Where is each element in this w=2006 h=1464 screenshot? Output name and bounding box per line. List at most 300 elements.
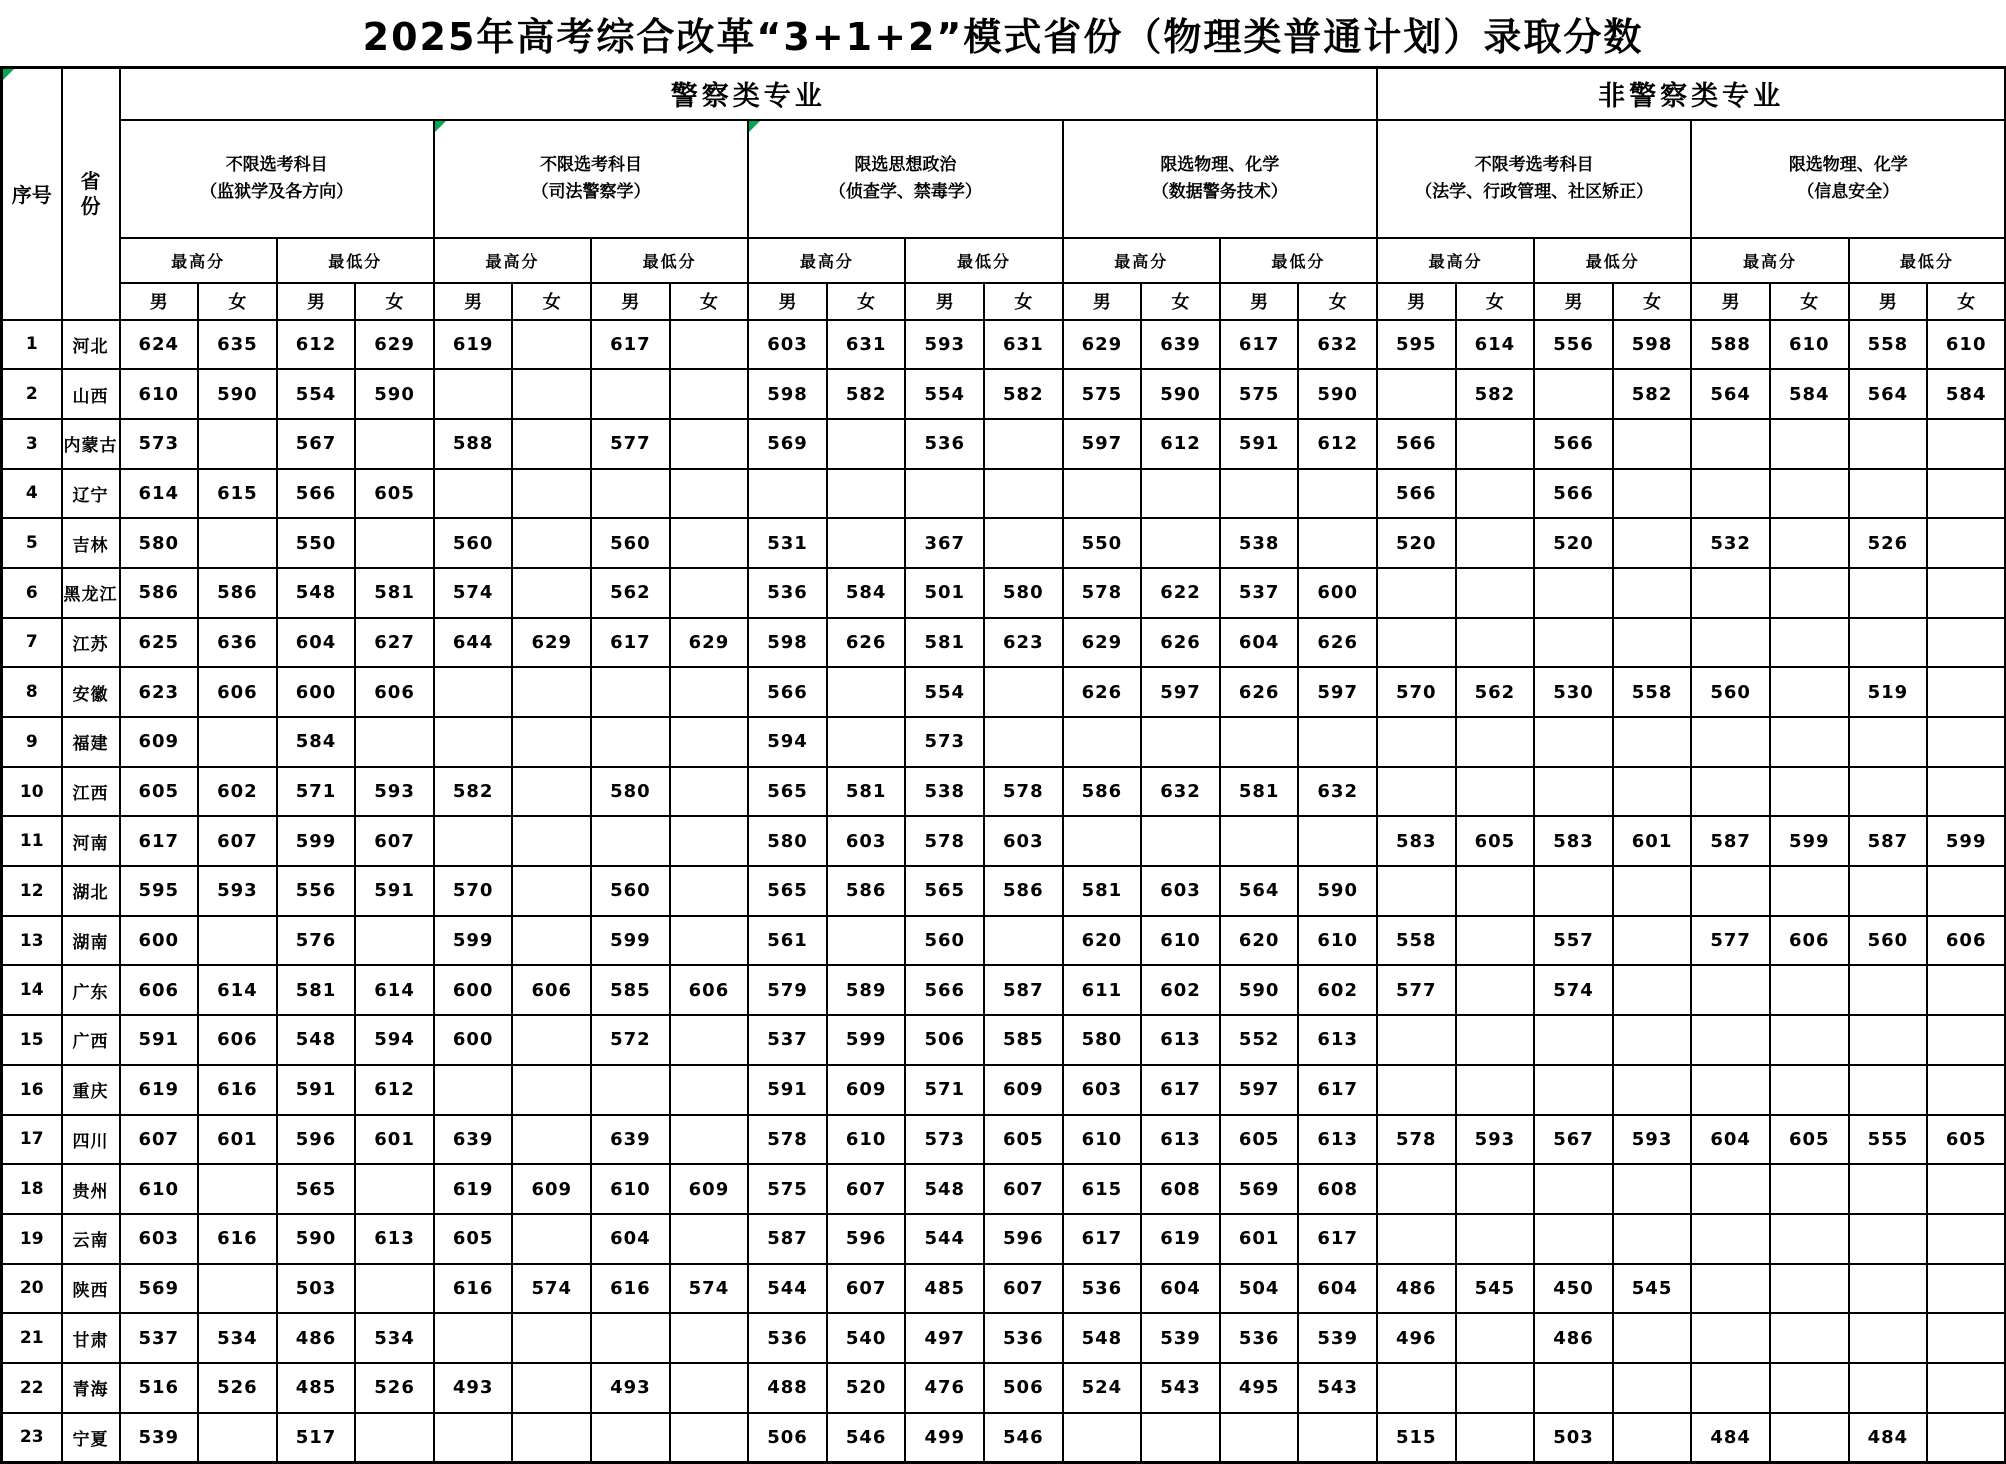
score-cell	[512, 1115, 591, 1165]
row-number: 5	[2, 518, 62, 568]
score-cell: 569	[1220, 1164, 1299, 1214]
table-row	[2, 1164, 2006, 1214]
score-cell: 581	[905, 618, 984, 668]
male-column-header: 男	[1691, 283, 1770, 320]
table-row	[2, 767, 2006, 817]
score-cell	[512, 1214, 591, 1264]
score-cell: 516	[120, 1363, 199, 1413]
province-name: 湖北	[62, 866, 120, 916]
score-cell: 591	[120, 1015, 199, 1065]
score-cell: 548	[1063, 1313, 1142, 1363]
score-cell: 567	[1534, 1115, 1613, 1165]
score-cell: 588	[1691, 320, 1770, 370]
score-cell	[1534, 568, 1613, 618]
score-cell: 607	[827, 1264, 906, 1314]
province-name: 辽宁	[62, 469, 120, 519]
score-cell	[1927, 1413, 2006, 1463]
min-score-header: 最低分	[1849, 238, 2006, 283]
score-cell: 590	[355, 369, 434, 419]
score-cell	[1770, 518, 1849, 568]
score-cell: 580	[748, 816, 827, 866]
score-cell: 562	[591, 568, 670, 618]
subgroup-header-judicial-police: 不限选考科目 （司法警察学）	[434, 120, 748, 238]
score-cell: 644	[434, 618, 513, 668]
score-cell	[1849, 419, 1928, 469]
score-cell: 617	[1298, 1065, 1377, 1115]
row-number: 19	[2, 1214, 62, 1264]
score-cell	[670, 717, 749, 767]
score-cell: 562	[1456, 667, 1535, 717]
score-cell: 367	[905, 518, 984, 568]
score-cell: 520	[1377, 518, 1456, 568]
score-cell: 629	[1063, 320, 1142, 370]
score-cell: 515	[1377, 1413, 1456, 1463]
score-cell: 603	[120, 1214, 199, 1264]
score-cell: 610	[591, 1164, 670, 1214]
score-cell	[1691, 469, 1770, 519]
score-cell: 537	[748, 1015, 827, 1065]
score-cell: 580	[1063, 1015, 1142, 1065]
score-cell: 589	[827, 965, 906, 1015]
province-name: 四川	[62, 1115, 120, 1165]
score-cell: 543	[1141, 1363, 1220, 1413]
score-cell	[1298, 717, 1377, 767]
score-cell	[1063, 816, 1142, 866]
score-cell: 598	[748, 369, 827, 419]
score-cell: 606	[512, 965, 591, 1015]
score-cell	[1534, 1164, 1613, 1214]
row-number: 10	[2, 767, 62, 817]
score-cell	[355, 1413, 434, 1463]
score-cell	[1534, 1065, 1613, 1115]
score-cell	[512, 1413, 591, 1463]
score-cell	[670, 1065, 749, 1115]
table-row	[2, 866, 2006, 916]
score-cell	[1849, 965, 1928, 1015]
score-cell: 578	[748, 1115, 827, 1165]
score-cell	[1613, 469, 1692, 519]
score-cell: 591	[355, 866, 434, 916]
min-score-header: 最低分	[905, 238, 1062, 283]
score-cell	[1377, 866, 1456, 916]
score-cell: 619	[120, 1065, 199, 1115]
score-cell	[1456, 419, 1535, 469]
score-cell	[198, 717, 277, 767]
score-cell: 597	[1220, 1065, 1299, 1115]
row-number: 22	[2, 1363, 62, 1413]
score-cell	[1691, 965, 1770, 1015]
score-cell	[1377, 717, 1456, 767]
score-cell	[1220, 717, 1299, 767]
score-cell: 531	[748, 518, 827, 568]
score-cell: 539	[1298, 1313, 1377, 1363]
score-cell: 539	[1141, 1313, 1220, 1363]
score-cell: 573	[905, 717, 984, 767]
row-number: 2	[2, 369, 62, 419]
score-cell	[198, 419, 277, 469]
score-cell: 565	[748, 866, 827, 916]
score-cell	[670, 568, 749, 618]
province-name: 安徽	[62, 667, 120, 717]
score-cell	[1456, 568, 1535, 618]
score-cell: 593	[1456, 1115, 1535, 1165]
score-cell: 543	[1298, 1363, 1377, 1413]
table-row	[2, 717, 2006, 767]
score-cell: 485	[277, 1363, 356, 1413]
score-cell	[1141, 518, 1220, 568]
score-cell	[512, 518, 591, 568]
score-cell: 575	[1063, 369, 1142, 419]
score-cell	[512, 866, 591, 916]
score-cell: 526	[1849, 518, 1928, 568]
score-cell	[1770, 965, 1849, 1015]
male-column-header: 男	[591, 283, 670, 320]
score-cell	[1220, 816, 1299, 866]
score-cell: 617	[591, 618, 670, 668]
score-cell	[1849, 1065, 1928, 1115]
male-column-header: 男	[434, 283, 513, 320]
score-cell: 617	[120, 816, 199, 866]
score-cell: 450	[1534, 1264, 1613, 1314]
score-cell: 581	[827, 767, 906, 817]
score-cell: 610	[1141, 916, 1220, 966]
score-cell: 627	[355, 618, 434, 668]
score-cell: 614	[355, 965, 434, 1015]
score-cell: 612	[277, 320, 356, 370]
score-cell	[1298, 1413, 1377, 1463]
score-cell	[434, 1413, 513, 1463]
score-cell: 538	[1220, 518, 1299, 568]
score-cell	[1220, 1413, 1299, 1463]
score-cell: 597	[1298, 667, 1377, 717]
score-cell: 587	[748, 1214, 827, 1264]
excel-flag-icon	[435, 121, 446, 132]
score-cell: 632	[1298, 320, 1377, 370]
province-name: 内蒙古	[62, 419, 120, 469]
score-cell: 545	[1456, 1264, 1535, 1314]
score-cell	[1849, 1363, 1928, 1413]
score-cell: 572	[591, 1015, 670, 1065]
score-cell: 596	[984, 1214, 1063, 1264]
score-cell	[1691, 1313, 1770, 1363]
score-cell: 578	[905, 816, 984, 866]
score-cell: 622	[1141, 568, 1220, 618]
score-cell	[827, 518, 906, 568]
score-cell	[1613, 518, 1692, 568]
score-cell: 560	[905, 916, 984, 966]
score-cell: 607	[984, 1164, 1063, 1214]
row-number: 11	[2, 816, 62, 866]
score-cell: 581	[355, 568, 434, 618]
female-column-header: 女	[1298, 283, 1377, 320]
table-row	[2, 369, 2006, 419]
score-cell	[1141, 469, 1220, 519]
table-row	[2, 667, 2006, 717]
score-cell	[1691, 1214, 1770, 1264]
score-cell: 526	[198, 1363, 277, 1413]
score-cell	[1613, 866, 1692, 916]
score-cell: 636	[198, 618, 277, 668]
score-cell: 486	[1377, 1264, 1456, 1314]
score-cell	[670, 1313, 749, 1363]
score-cell	[591, 1413, 670, 1463]
province-name: 重庆	[62, 1065, 120, 1115]
score-cell: 606	[198, 667, 277, 717]
score-cell: 582	[434, 767, 513, 817]
score-cell	[1849, 568, 1928, 618]
score-cell: 493	[591, 1363, 670, 1413]
row-number: 12	[2, 866, 62, 916]
score-cell: 602	[1141, 965, 1220, 1015]
score-cell: 564	[1220, 866, 1299, 916]
column-header-index: 序号	[2, 68, 62, 320]
score-cell: 503	[1534, 1413, 1613, 1463]
score-cell	[1927, 767, 2006, 817]
score-cell	[1927, 717, 2006, 767]
score-cell	[670, 667, 749, 717]
score-cell: 526	[355, 1363, 434, 1413]
row-number: 20	[2, 1264, 62, 1314]
score-cell: 484	[1849, 1413, 1928, 1463]
score-cell: 593	[198, 866, 277, 916]
score-cell: 604	[1298, 1264, 1377, 1314]
score-cell	[984, 717, 1063, 767]
province-name: 湖南	[62, 916, 120, 966]
score-cell: 591	[1220, 419, 1299, 469]
score-cell: 564	[1849, 369, 1928, 419]
score-cell	[1927, 618, 2006, 668]
score-cell	[512, 667, 591, 717]
score-cell: 556	[277, 866, 356, 916]
min-score-header: 最低分	[277, 238, 434, 283]
score-cell: 613	[1141, 1115, 1220, 1165]
score-cell: 596	[277, 1115, 356, 1165]
score-cell	[1927, 1313, 2006, 1363]
province-name: 江西	[62, 767, 120, 817]
max-score-header: 最高分	[748, 238, 905, 283]
score-cell: 600	[1298, 568, 1377, 618]
score-cell	[1141, 1413, 1220, 1463]
score-cell	[591, 816, 670, 866]
score-cell	[434, 717, 513, 767]
score-cell: 626	[1220, 667, 1299, 717]
female-column-header: 女	[1613, 283, 1692, 320]
score-cell: 520	[827, 1363, 906, 1413]
female-column-header: 女	[512, 283, 591, 320]
score-cell: 613	[1141, 1015, 1220, 1065]
score-cell: 580	[120, 518, 199, 568]
score-cell: 609	[827, 1065, 906, 1115]
score-cell: 591	[277, 1065, 356, 1115]
score-cell: 536	[748, 1313, 827, 1363]
row-number: 4	[2, 469, 62, 519]
score-cell: 602	[1298, 965, 1377, 1015]
score-cell: 605	[1220, 1115, 1299, 1165]
score-cell	[1377, 1164, 1456, 1214]
score-cell	[434, 469, 513, 519]
table-row	[2, 618, 2006, 668]
score-cell: 499	[905, 1413, 984, 1463]
score-cell: 631	[827, 320, 906, 370]
score-cell: 583	[1377, 816, 1456, 866]
score-cell: 601	[1220, 1214, 1299, 1264]
score-cell: 599	[1770, 816, 1849, 866]
score-cell	[1456, 767, 1535, 817]
score-cell	[827, 667, 906, 717]
subgroup-header-politics: 限选思想政治 （侦查学、禁毒学）	[748, 120, 1062, 238]
province-name: 陕西	[62, 1264, 120, 1314]
score-cell	[1141, 816, 1220, 866]
score-cell	[512, 1065, 591, 1115]
score-cell: 610	[1298, 916, 1377, 966]
score-cell: 560	[434, 518, 513, 568]
score-cell: 610	[1770, 320, 1849, 370]
max-score-header: 最高分	[434, 238, 591, 283]
table-row	[2, 518, 2006, 568]
score-cell: 574	[512, 1264, 591, 1314]
score-cell: 506	[748, 1413, 827, 1463]
score-cell: 604	[1691, 1115, 1770, 1165]
score-cell: 607	[355, 816, 434, 866]
score-cell: 595	[120, 866, 199, 916]
province-name: 江苏	[62, 618, 120, 668]
score-cell: 584	[1927, 369, 2006, 419]
score-cell	[1063, 717, 1142, 767]
score-cell	[1691, 1363, 1770, 1413]
score-cell: 554	[905, 667, 984, 717]
score-cell: 616	[591, 1264, 670, 1314]
score-cell	[1770, 866, 1849, 916]
score-cell: 631	[984, 320, 1063, 370]
score-cell: 576	[277, 916, 356, 966]
province-name: 宁夏	[62, 1413, 120, 1463]
score-cell	[1534, 1214, 1613, 1264]
score-cell	[1927, 667, 2006, 717]
score-cell: 497	[905, 1313, 984, 1363]
score-cell	[1456, 469, 1535, 519]
score-cell: 603	[1141, 866, 1220, 916]
score-cell: 603	[1063, 1065, 1142, 1115]
score-cell: 603	[827, 816, 906, 866]
score-cell: 639	[1141, 320, 1220, 370]
score-cell: 593	[355, 767, 434, 817]
score-cell	[355, 717, 434, 767]
score-cell: 564	[1691, 369, 1770, 419]
score-cell: 520	[1534, 518, 1613, 568]
score-cell: 613	[355, 1214, 434, 1264]
score-cell	[1534, 618, 1613, 668]
score-cell: 599	[434, 916, 513, 966]
score-cell: 571	[277, 767, 356, 817]
score-cell: 550	[277, 518, 356, 568]
table-row	[2, 1264, 2006, 1314]
male-column-header: 男	[1063, 283, 1142, 320]
score-cell: 597	[1063, 419, 1142, 469]
score-cell: 593	[905, 320, 984, 370]
score-cell: 586	[120, 568, 199, 618]
score-cell	[591, 1313, 670, 1363]
score-cell	[1456, 518, 1535, 568]
table-row	[2, 1313, 2006, 1363]
score-cell: 590	[1220, 965, 1299, 1015]
score-cell: 546	[827, 1413, 906, 1463]
score-cell	[1849, 767, 1928, 817]
score-cell	[1691, 568, 1770, 618]
score-cell: 585	[591, 965, 670, 1015]
score-cell	[355, 419, 434, 469]
score-cell: 615	[1063, 1164, 1142, 1214]
score-cell: 570	[1377, 667, 1456, 717]
score-cell	[1613, 1363, 1692, 1413]
score-cell: 560	[591, 866, 670, 916]
row-number: 8	[2, 667, 62, 717]
score-cell: 587	[1691, 816, 1770, 866]
score-cell: 629	[670, 618, 749, 668]
score-cell	[1456, 866, 1535, 916]
score-cell: 605	[1456, 816, 1535, 866]
table-row	[2, 965, 2006, 1015]
score-cell	[1377, 568, 1456, 618]
score-cell	[1927, 965, 2006, 1015]
score-cell	[1377, 1214, 1456, 1264]
score-cell: 536	[1220, 1313, 1299, 1363]
score-cell: 485	[905, 1264, 984, 1314]
score-cell: 594	[355, 1015, 434, 1065]
score-cell: 556	[1534, 320, 1613, 370]
score-cell	[355, 518, 434, 568]
female-column-header: 女	[1770, 283, 1849, 320]
score-cell: 578	[1377, 1115, 1456, 1165]
row-number: 1	[2, 320, 62, 370]
score-cell	[512, 419, 591, 469]
score-cell	[1927, 1363, 2006, 1413]
score-cell: 610	[120, 369, 199, 419]
score-cell: 626	[1141, 618, 1220, 668]
score-cell: 544	[905, 1214, 984, 1264]
score-cell: 534	[355, 1313, 434, 1363]
score-cell: 536	[905, 419, 984, 469]
score-cell	[1927, 1264, 2006, 1314]
score-cell: 612	[1298, 419, 1377, 469]
score-cell: 609	[984, 1065, 1063, 1115]
female-column-header: 女	[1456, 283, 1535, 320]
female-column-header: 女	[984, 283, 1063, 320]
table-row	[2, 1413, 2006, 1463]
score-cell	[198, 1264, 277, 1314]
score-cell: 604	[277, 618, 356, 668]
score-cell: 573	[120, 419, 199, 469]
score-cell: 503	[277, 1264, 356, 1314]
score-cell	[1377, 369, 1456, 419]
score-cell: 548	[277, 568, 356, 618]
score-cell: 532	[1691, 518, 1770, 568]
score-cell	[1377, 767, 1456, 817]
province-name: 甘肃	[62, 1313, 120, 1363]
score-cell: 569	[120, 1264, 199, 1314]
score-cell: 558	[1849, 320, 1928, 370]
score-cell: 486	[1534, 1313, 1613, 1363]
score-cell: 586	[984, 866, 1063, 916]
score-cell: 590	[1141, 369, 1220, 419]
score-cell: 605	[1927, 1115, 2006, 1165]
score-cell: 608	[1141, 1164, 1220, 1214]
score-cell: 566	[1377, 469, 1456, 519]
score-cell	[1613, 767, 1692, 817]
score-cell: 605	[120, 767, 199, 817]
max-score-header: 最高分	[1691, 238, 1848, 283]
province-name: 河北	[62, 320, 120, 370]
female-column-header: 女	[670, 283, 749, 320]
